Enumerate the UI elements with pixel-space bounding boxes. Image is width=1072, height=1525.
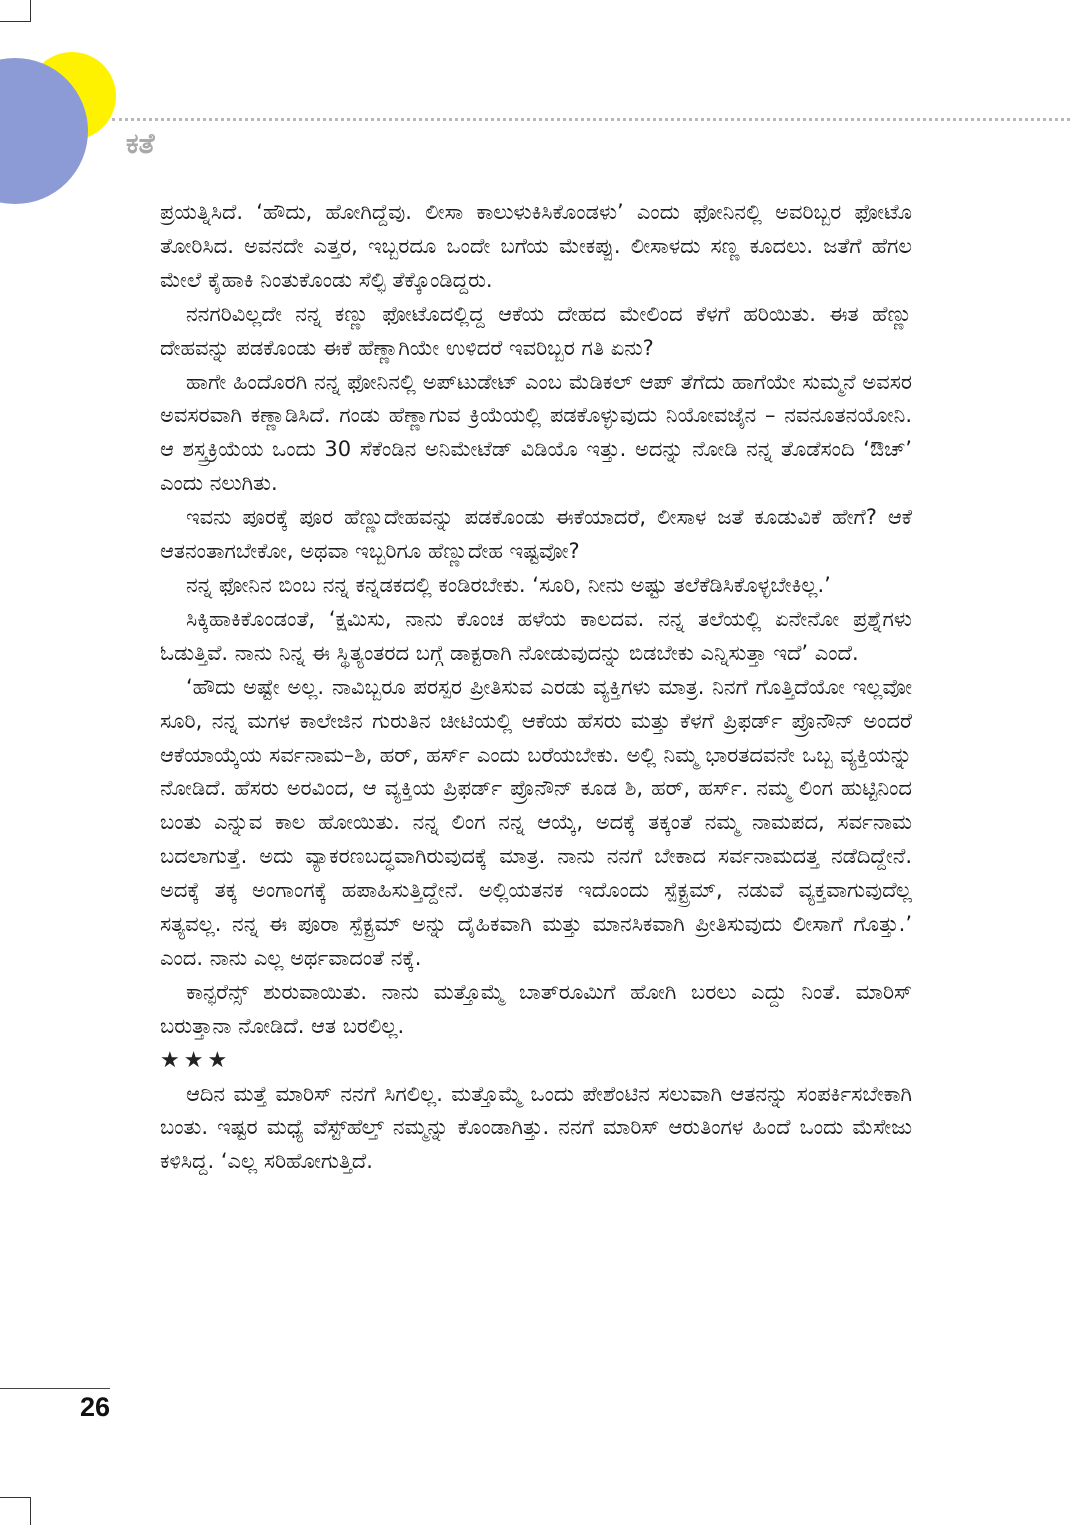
crop-mark-bottom-vertical (30, 1497, 31, 1525)
paragraph: ‘ಹೌದು ಅಷ್ಟೇ ಅಲ್ಲ. ನಾವಿಬ್ಬರೂ ಪರಸ್ಪರ ಪ್ರೀತಿಸುವ ಎರಡು ವ್ಯಕ್ತಿಗಳು ಮಾತ್ರ. ನಿನಗೆ ಗೊತ್ತಿದೆಯೋ ಇಲ್ಲವೋ ಸೂರಿ, ನನ್ನ ಮಗಳ ಕಾಲೇಜಿನ ಗುರುತಿನ ಚೀಟಿಯಲ್ಲಿ ಆಕೆಯ ಹೆಸರು ಮತ್ತು ಕೆಳಗೆ ಪ್ರಿಫರ್ಡ್ ಪ್ರೊನೌನ್ ಅಂದರೆ ಆಕೆಯಾಯ್ಕೆಯ ಸರ್ವನಾಮ–ಶಿ, ಹರ್, ಹರ್ಸ್ ಎಂದು ಬರೆಯಬೇಕು. ಅಲ್ಲಿ ನಿಮ್ಮ ಭಾರತದವನೇ ಒಬ್ಬ ವ್ಯಕ್ತಿಯನ್ನು ನೋಡಿದೆ. ಹೆಸರು ಅರವಿಂದ, ಆ ವ್ಯಕ್ತಿಯ ಪ್ರಿಫರ್ಡ್ ಪ್ರೊನೌನ್ ಕೂಡ ಶಿ, ಹರ್, ಹರ್ಸ್. ನಮ್ಮ ಲಿಂಗ ಹುಟ್ಟಿನಿಂದ ಬಂತು ಎನ್ನುವ ಕಾಲ ಹೋಯಿತು. ನನ್ನ ಲಿಂಗ ನನ್ನ ಆಯ್ಕೆ, ಅದಕ್ಕೆ ತಕ್ಕಂತೆ ನಮ್ಮ ನಾಮಪದ, ಸರ್ವನಾಮ ಬದಲಾಗುತ್ತೆ. ಅದು ವ್ಯಾಕರಣಬದ್ಧವಾಗಿರುವುದಕ್ಕೆ ಮಾತ್ರ. ನಾನು ನನಗೆ ಬೇಕಾದ ಸರ್ವನಾಮದತ್ತ ನಡೆದಿದ್ದೇನೆ. ಅದಕ್ಕೆ ತಕ್ಕ ಅಂಗಾಂಗಕ್ಕೆ ಹಪಾಹಿಸುತ್ತಿದ್ದೇನೆ. ಅಲ್ಲಿಯತನಕ ಇದೊಂದು ಸ್ಪೆಕ್ಟ್ರಮ್, ನಡುವೆ ವ್ಯಕ್ತವಾಗುವುದೆಲ್ಲ ಸತ್ಯವಲ್ಲ. ನನ್ನ ಈ ಪೂರಾ ಸ್ಪೆಕ್ಟ್ರಮ್ ಅನ್ನು ದೈಹಿಕವಾಗಿ ಮತ್ತು ಮಾನಸಿಕವಾಗಿ ಪ್ರೀತಿಸುವುದು ಲೀಸಾಗೆ ಗೊತ್ತು.’ ಎಂದ. ನಾನು ಎಲ್ಲ ಅರ್ಥವಾದಂತೆ ನಕ್ಕೆ. (160, 674, 912, 970)
crop-mark-top-horizontal (0, 21, 31, 22)
header-dotted-rule (112, 118, 1070, 121)
paragraph: ಹಾಗೇ ಹಿಂದೊರಗಿ ನನ್ನ ಫೋನಿನಲ್ಲಿ ಅಪ್‌ಟುಡೇಟ್ ಎಂಬ ಮೆಡಿಕಲ್ ಆಪ್ ತೆಗೆದು ಹಾಗೆಯೇ ಸುಮ್ಮನೆ ಅವಸರ ಅವಸರವಾಗಿ ಕಣ್ಣಾಡಿಸಿದೆ. ಗಂಡು ಹೆಣ್ಣಾಗುವ ಕ್ರಿಯೆಯಲ್ಲಿ ಪಡಕೊಳ್ಳುವುದು ನಿಯೋವಜೈನ – ನವನೂತನಯೋನಿ. ಆ ಶಸ್ತ್ರಕ್ರಿಯೆಯ ಒಂದು 30 ಸೆಕೆಂಡಿನ ಅನಿಮೇಟೆಡ್ ವಿಡಿಯೊ ಇತ್ತು. ಅದನ್ನು ನೋಡಿ ನನ್ನ ತೊಡೆಸಂದಿ ‘ಔಚ್’ ಎಂದು ನಲುಗಿತು. (160, 369, 912, 496)
paragraph: ನನಗರಿವಿಲ್ಲದೇ ನನ್ನ ಕಣ್ಣು ಫೋಟೊದಲ್ಲಿದ್ದ ಆಕೆಯ ದೇಹದ ಮೇಲಿಂದ ಕೆಳಗೆ ಹರಿಯಿತು. ಈತ ಹೆಣ್ಣು ದೇಹವನ್ನು ಪಡಕೊಂಡು ಈಕೆ ಹೆಣ್ಣಾಗಿಯೇ ಉಳಿದರೆ ಇವರಿಬ್ಬರ ಗತಿ ಏನು? (160, 301, 912, 360)
page-number: 26 (80, 1392, 111, 1422)
paragraph: ಕಾನ್ಫರೆನ್ಸ್ ಶುರುವಾಯಿತು. ನಾನು ಮತ್ತೊಮ್ಮೆ ಬಾತ್‌ರೂಮಿಗೆ ಹೋಗಿ ಬರಲು ಎದ್ದು ನಿಂತೆ. ಮಾರಿಸ್ ಬರುತ್ತಾನಾ ನೋಡಿದೆ. ಆತ ಬರಲಿಲ್ಲ. (160, 979, 912, 1038)
section-separator-stars: ★★★ (160, 1047, 232, 1073)
paragraph: ಪ್ರಯತ್ನಿಸಿದೆ. ‘ಹೌದು, ಹೋಗಿದ್ದೆವು. ಲೀಸಾ ಕಾಲುಳುಕಿಸಿಕೊಂಡಳು’ ಎಂದು ಫೋನಿನಲ್ಲಿ ಅವರಿಬ್ಬರ ಫೋಟೊ ತೋರಿಸಿದ. ಅವನದೇ ಎತ್ತರ, ಇಬ್ಬರದೂ ಒಂದೇ ಬಗೆಯ ಮೇಕಪ್ಪು. ಲೀಸಾಳದು ಸಣ್ಣ ಕೂದಲು. ಜತೆಗೆ ಹೆಗಲ ಮೇಲೆ ಕೈಹಾಕಿ ನಿಂತುಕೊಂಡು ಸೆಲ್ಫಿ ತೆಕ್ಕೊಂಡಿದ್ದರು. (160, 200, 912, 292)
crop-mark-top-vertical (30, 0, 31, 22)
paragraph: ಇವನು ಪೂರಕ್ಕೆ ಪೂರ ಹೆಣ್ಣುದೇಹವನ್ನು ಪಡಕೊಂಡು ಈಕೆಯಾದರೆ, ಲೀಸಾಳ ಜತೆ ಕೂಡುವಿಕೆ ಹೇಗೆ? ಆಕೆ ಆತನಂತಾಗಬೇಕೋ, ಅಥವಾ ಇಬ್ಬರಿಗೂ ಹೆಣ್ಣುದೇಹ ಇಷ್ಟವೋ? (160, 505, 913, 564)
paragraph: ಸಿಕ್ಕಿಹಾಕಿಕೊಂಡಂತೆ, ‘ಕ್ಷಮಿಸು, ನಾನು ಕೊಂಚ ಹಳೆಯ ಕಾಲದವ. ನನ್ನ ತಲೆಯಲ್ಲಿ ಏನೇನೋ ಪ್ರಶ್ನೆಗಳು ಓಡುತ್ತಿವೆ. ನಾನು ನಿನ್ನ ಈ ಸ್ಥಿತ್ಯಂತರದ ಬಗ್ಗೆ ಡಾಕ್ಟರಾಗಿ ನೋಡುವುದನ್ನು ಬಿಡಬೇಕು ಎನ್ನಿಸುತ್ತಾ ಇದೆ’ ಎಂದೆ. (160, 606, 912, 665)
paragraph: ಆದಿನ ಮತ್ತೆ ಮಾರಿಸ್ ನನಗೆ ಸಿಗಲಿಲ್ಲ. ಮತ್ತೊಮ್ಮೆ ಒಂದು ಪೇಶೆಂಟಿನ ಸಲುವಾಗಿ ಆತನನ್ನು ಸಂಪರ್ಕಿಸಬೇಕಾಗಿ ಬಂತು. ಇಷ್ಟರ ಮಧ್ಯೆ ವೆಸ್ಟ್‌ಹೆಲ್ತ್ ನಮ್ಮನ್ನು ಕೊಂಡಾಗಿತ್ತು. ನನಗೆ ಮಾರಿಸ್ ಆರುತಿಂಗಳ ಹಿಂದೆ ಒಂದು ಮೆಸೇಜು ಕಳಿಸಿದ್ದ. ‘ಎಲ್ಲ ಸರಿಹೋಗುತ್ತಿದೆ. (160, 1081, 912, 1174)
footer-rule (0, 1388, 110, 1389)
paragraph: ನನ್ನ ಫೋನಿನ ಬಿಂಬ ನನ್ನ ಕನ್ನಡಕದಲ್ಲಿ ಕಂಡಿರಬೇಕು. ‘ಸೂರಿ, ನೀನು ಅಷ್ಟು ತಲೆಕೆಡಿಸಿಕೊಳ್ಳಬೇಕಿಲ್ಲ.’ (186, 572, 831, 597)
section-label: ಕತೆ (126, 127, 155, 160)
story-text (160, 196, 912, 1179)
crop-mark-bottom-horizontal (0, 1497, 31, 1498)
